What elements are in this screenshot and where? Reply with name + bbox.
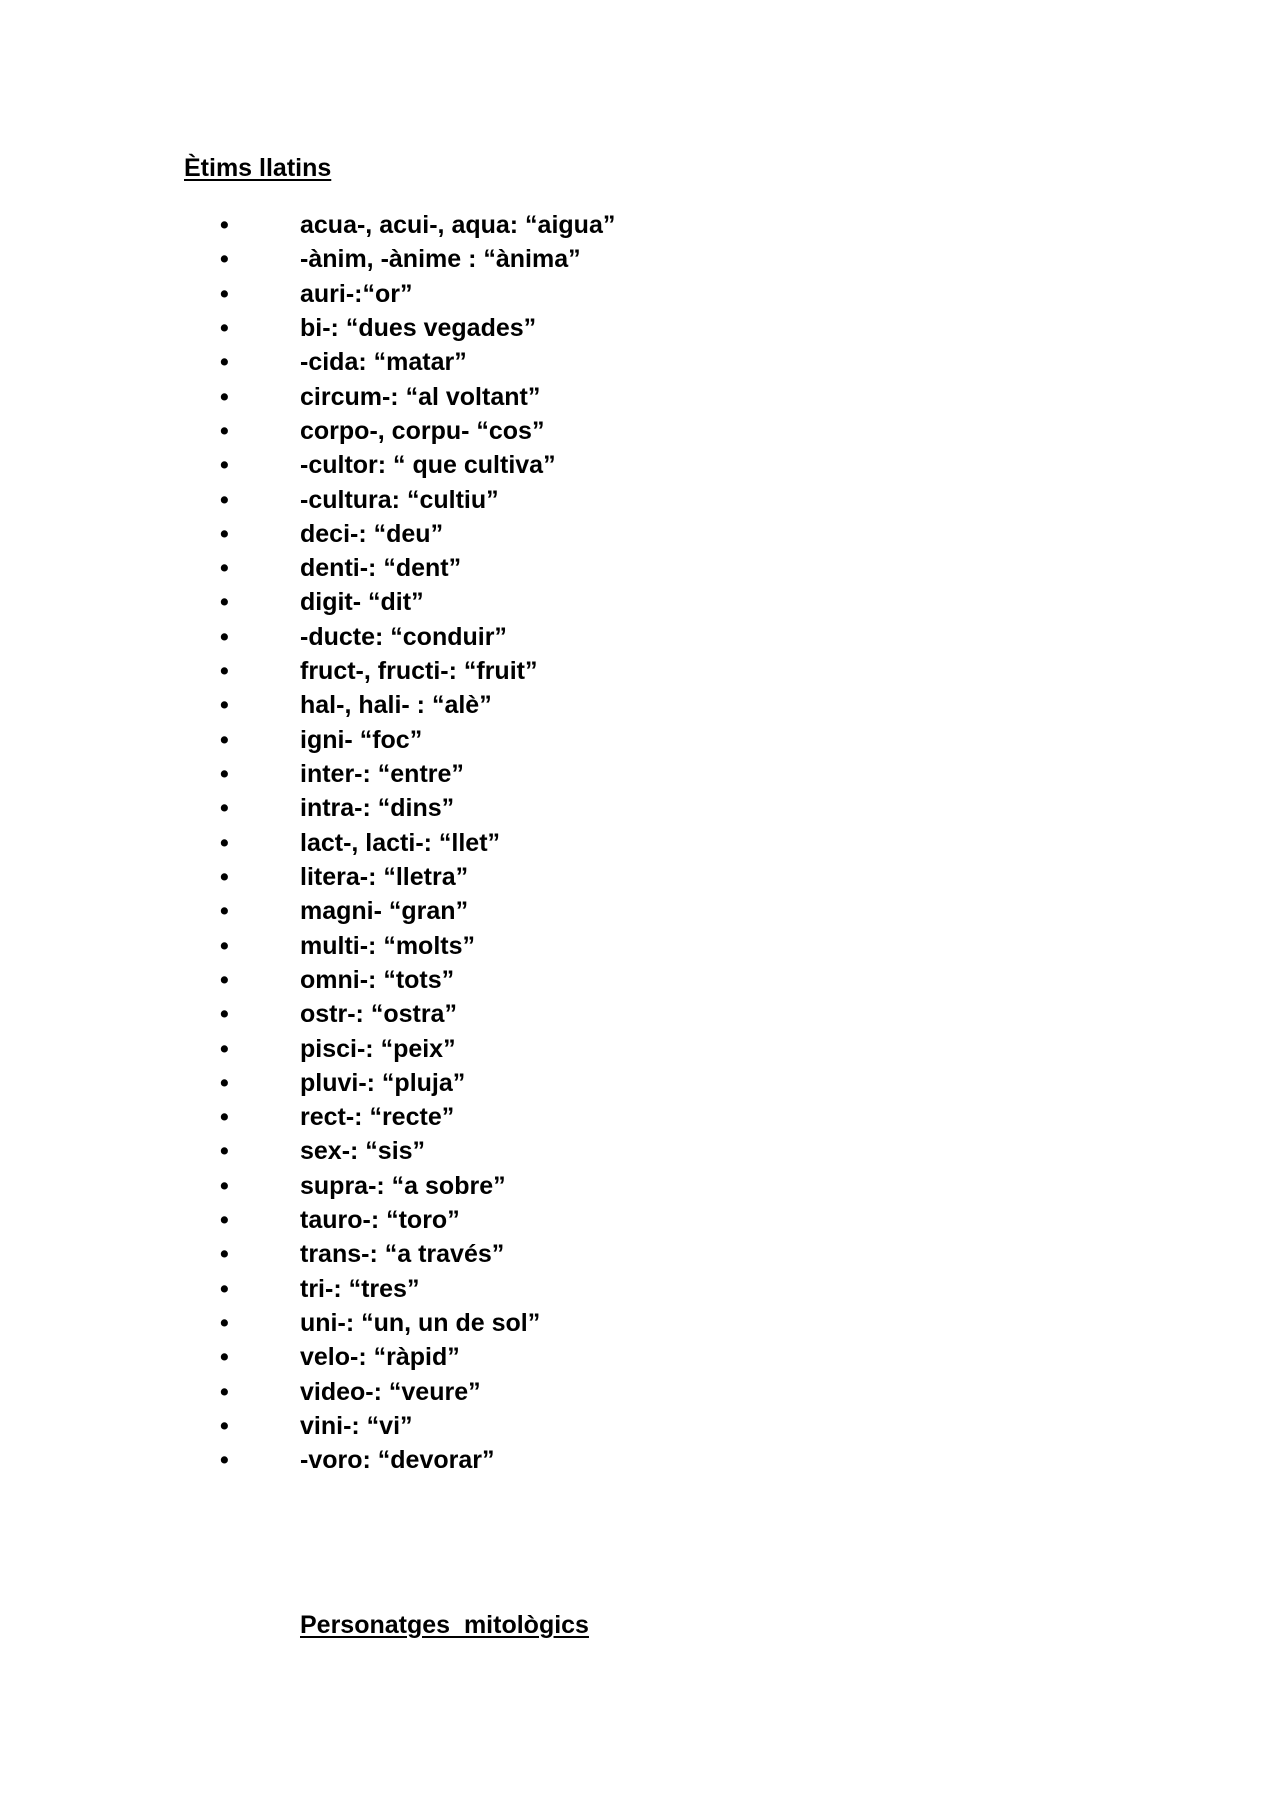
bullet-icon: • [220, 1000, 229, 1029]
etym-entry-text: corpo-, corpu- “cos” [300, 416, 545, 445]
etym-entry-text: litera-: “lletra” [300, 862, 469, 891]
list-item [0, 1443, 900, 1477]
list-item [0, 723, 900, 757]
bullet-icon: • [220, 382, 229, 411]
bullet-icon: • [220, 519, 229, 548]
bullet-icon: • [220, 348, 229, 377]
bullet-icon: • [220, 828, 229, 857]
etym-entry-text: digit- “dit” [300, 588, 424, 617]
list-item [0, 1237, 900, 1271]
etym-entry-text: magni- “gran” [300, 897, 469, 926]
section-heading-etims-llatins: Ètims llatins [184, 154, 332, 182]
bullet-icon: • [220, 313, 229, 342]
etym-entry-text: intra-: “dins” [300, 794, 455, 823]
bullet-icon: • [220, 588, 229, 617]
etym-entry-text: fruct-, fructi-: “fruit” [300, 657, 538, 686]
bullet-icon: • [220, 1274, 229, 1303]
list-item [0, 1375, 900, 1409]
etym-entry-text: circum-: “al voltant” [300, 382, 541, 411]
bullet-icon: • [220, 1206, 229, 1235]
etym-entry-text: -ducte: “conduir” [300, 622, 507, 651]
etym-entry-text: lact-, lacti-: “llet” [300, 828, 501, 857]
list-item [0, 1134, 900, 1168]
list-item [0, 277, 900, 311]
bullet-icon: • [220, 1309, 229, 1337]
etym-entry-text: bi-: “dues vegades” [300, 313, 537, 342]
etym-entry-text: acua-, acui-, aqua: “aigua” [300, 211, 616, 239]
list-item [0, 929, 900, 963]
section-heading-personatges-mitologics: Personatges mitològics [300, 1611, 589, 1639]
etym-entry-text: pisci-: “peix” [300, 1034, 456, 1063]
etym-entry-text: omni-: “tots” [300, 965, 455, 994]
bullet-icon: • [220, 965, 229, 994]
list-item [0, 963, 900, 997]
bullet-icon: • [220, 245, 229, 274]
bullet-icon: • [220, 725, 229, 754]
bullet-icon: • [220, 1068, 229, 1097]
list-item [0, 1306, 900, 1340]
etym-entry-text: tri-: “tres” [300, 1274, 420, 1303]
bullet-icon: • [220, 1446, 229, 1475]
etym-entry-text: denti-: “dent” [300, 554, 462, 583]
list-item [0, 654, 900, 688]
list-item [0, 1272, 900, 1306]
bullet-icon: • [220, 794, 229, 823]
list-item [0, 345, 900, 379]
etym-entry-text: -ànim, -ànime : “ànima” [300, 245, 581, 274]
list-item [0, 997, 900, 1031]
etym-entry-text: deci-: “deu” [300, 519, 444, 548]
list-item [0, 860, 900, 894]
list-item [0, 242, 900, 276]
list-item [0, 1169, 900, 1203]
etym-entry-text: uni-: “un, un de sol” [300, 1309, 541, 1337]
bullet-icon: • [220, 1377, 229, 1406]
bullet-icon: • [220, 554, 229, 583]
list-item [0, 894, 900, 928]
bullet-icon: • [220, 931, 229, 960]
bullet-icon: • [220, 1137, 229, 1166]
etym-entry-text: -cultura: “cultiu” [300, 485, 499, 514]
etym-entry-text: multi-: “molts” [300, 931, 475, 960]
list-item [0, 1032, 900, 1066]
etym-entry-text: supra-: “a sobre” [300, 1171, 506, 1200]
bullet-icon: • [220, 211, 229, 239]
bullet-icon: • [220, 485, 229, 514]
bullet-icon: • [220, 451, 229, 480]
etym-entry-text: video-: “veure” [300, 1377, 481, 1406]
list-item [0, 1203, 900, 1237]
list-item [0, 208, 900, 242]
etym-entry-text: sex-: “sis” [300, 1137, 426, 1166]
bullet-icon: • [220, 622, 229, 651]
bullet-icon: • [220, 657, 229, 686]
bullet-icon: • [220, 1103, 229, 1132]
etym-entry-text: tauro-: “toro” [300, 1206, 460, 1235]
list-item [0, 414, 900, 448]
bullet-icon: • [220, 1411, 229, 1440]
etym-entry-text: -cultor: “ que cultiva” [300, 451, 556, 480]
list-item [0, 791, 900, 825]
bullet-icon: • [220, 416, 229, 445]
list-item [0, 448, 900, 482]
etym-entry-text: auri-:“or” [300, 279, 413, 308]
etym-entry-text: velo-: “ràpid” [300, 1343, 460, 1372]
list-item [0, 826, 900, 860]
bullet-icon: • [220, 279, 229, 308]
list-item [0, 380, 900, 414]
etym-entry-text: inter-: “entre” [300, 760, 464, 788]
bullet-icon: • [220, 1034, 229, 1063]
list-item [0, 517, 900, 551]
list-item [0, 688, 900, 722]
list-item [0, 620, 900, 654]
bullet-icon: • [220, 897, 229, 926]
etym-entry-text: trans-: “a través” [300, 1240, 505, 1269]
etym-entry-text: -voro: “devorar” [300, 1446, 495, 1475]
etym-entry-text: pluvi-: “pluja” [300, 1068, 466, 1097]
list-item [0, 483, 900, 517]
etym-entry-text: igni- “foc” [300, 725, 423, 754]
bullet-icon: • [220, 1171, 229, 1200]
bullet-icon: • [220, 760, 229, 788]
bullet-icon: • [220, 1343, 229, 1372]
bullet-icon: • [220, 1240, 229, 1269]
list-item [0, 1409, 900, 1443]
bullet-icon: • [220, 862, 229, 891]
list-item [0, 551, 900, 585]
list-item [0, 585, 900, 619]
list-item [0, 311, 900, 345]
etym-entry-text: vini-: “vi” [300, 1411, 413, 1440]
bullet-icon: • [220, 691, 229, 720]
list-item [0, 1340, 900, 1374]
etym-list [0, 208, 900, 1478]
etym-entry-text: ostr-: “ostra” [300, 1000, 457, 1029]
etym-entry-text: hal-, hali- : “alè” [300, 691, 492, 720]
list-item [0, 1100, 900, 1134]
etym-entry-text: -cida: “matar” [300, 348, 467, 377]
list-item [0, 757, 900, 791]
list-item [0, 1066, 900, 1100]
etym-entry-text: rect-: “recte” [300, 1103, 455, 1132]
